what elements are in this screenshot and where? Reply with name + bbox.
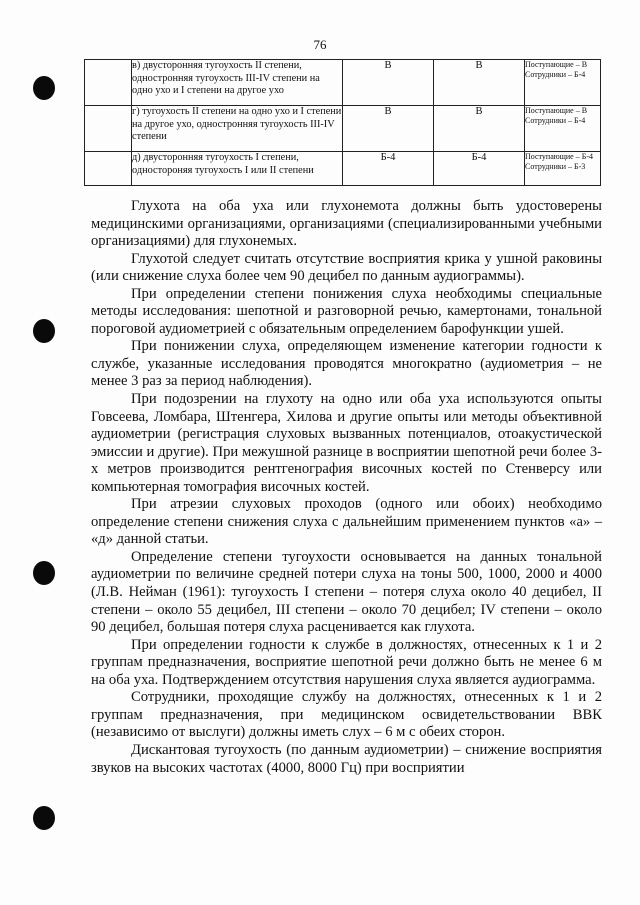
paragraph: При атрезии слуховых проходов (одного или обоих) необходимо определение степени снижения слуха с дальнейшим применением пунктов «а» – «д» данной статьи.: [91, 496, 602, 548]
note-line: Поступающие – В: [525, 60, 588, 69]
table-cell-empty: [85, 60, 132, 106]
table-cell-description: г) тугоухость II степени на одно ухо и I степени на другое ухо, одностронняя тугоухость III-IV степени: [132, 106, 343, 152]
binder-hole: [33, 561, 55, 585]
note-line: Сотрудники – Б-4: [525, 70, 586, 79]
table-cell-note: [525, 152, 601, 186]
table-cell-category-b: В: [434, 106, 525, 152]
paragraph: Глухота на оба уха или глухонемота должны быть удостоверены медицинскими организациями, организациями (специализированными учебными организациями) для глухонемых.: [91, 198, 602, 250]
note-line: Поступающие – В: [525, 106, 588, 115]
note-line: Сотрудники – Б-4: [525, 116, 586, 125]
paragraph: Глухотой следует считать отсутствие восприятия крика у ушной раковины (или снижение слуха более чем 90 децибел по данным аудиограммы).: [91, 250, 602, 285]
note-line: Сотрудники – Б-3: [525, 162, 586, 171]
table-cell-note: [525, 106, 601, 152]
binder-hole: [33, 76, 55, 100]
paragraph: При определении степени понижения слуха необходимы специальные методы исследования: шепотной и разговорной речью, камертонами, тональной пороговой аудиометрией с обязательным определением барофункции ушей.: [91, 285, 602, 337]
table-cell-category-a: В: [343, 106, 434, 152]
fitness-category-table: [84, 59, 601, 186]
table-cell-description: д) двусторонняя тугоухость I степени, одностороняя тугоухость I или II степени: [132, 152, 343, 186]
paragraph: При определении годности к службе в должностях, отнесенных к 1 и 2 группам предназначения, восприятие шепотной речи должно быть не менее 6 м на оба уха. Подтверждением отсутствия нарушения слуха является аудиограмма.: [91, 636, 602, 688]
paragraph: Сотрудники, проходящие службу на должностях, отнесенных к 1 и 2 группам предназначения, при медицинском освидетельствовании ВВК (независимо от выслуги) должны иметь слух – 6 м с обеих сторон.: [91, 689, 602, 741]
paragraph: Дискантовая тугоухость (по данным аудиометрии) – снижение восприятия звуков на высоких частотах (4000, 8000 Гц) при восприятии: [91, 741, 602, 776]
table-cell-category-a: В: [343, 60, 434, 106]
table-cell-note: [525, 60, 601, 106]
paragraph: При подозрении на глухоту на одно или оба уха используются опыты Говсеева, Ломбара, Штенгера, Хилова и другие опыты или методы объективной аудиометрии (регистрация слуховых вызванных потенциалов, отоакустической эмиссии и другие). При межушной разнице в восприятии шепотной речи более 3-х метров производится рентгенография височных костей по Стенверсу или компьютерная томография височных костей.: [91, 391, 602, 495]
table-cell-description: в) двусторонняя тугоухость II степени, одностронняя тугоухость III-IV степени на одно ухо и I степени на другое ухо: [132, 60, 343, 106]
table-cell-category-a: Б-4: [343, 152, 434, 186]
binder-hole: [33, 806, 55, 830]
note-line: Поступающие – Б-4: [525, 152, 593, 161]
table-row: [85, 60, 601, 106]
table-row: [85, 106, 601, 152]
table-row: [85, 152, 601, 186]
table-cell-category-b: Б-4: [434, 152, 525, 186]
body-text: [91, 198, 602, 777]
table-cell-empty: [85, 106, 132, 152]
paragraph: Определение степени тугоухости основывается на данных тональной аудиометрии по величине средней потери слуха на тоны 500, 1000, 2000 и 4000 (Л.В. Нейман (1961): тугоухость I степени – потеря слуха около 40 децибел, II степени – около 55 децибел, III степени – около 70 децибел; IV степени – около 90 децибел, большая потеря слуха расценивается как глухота.: [91, 548, 602, 636]
paragraph: При понижении слуха, определяющем изменение категории годности к службе, указанные исследования проводятся многократно (аудиометрия – не менее 3 раз за период наблюдения).: [91, 338, 602, 390]
table-cell-category-b: В: [434, 60, 525, 106]
table-cell-empty: [85, 152, 132, 186]
page-number: 76: [313, 37, 327, 52]
binder-hole: [33, 319, 55, 343]
